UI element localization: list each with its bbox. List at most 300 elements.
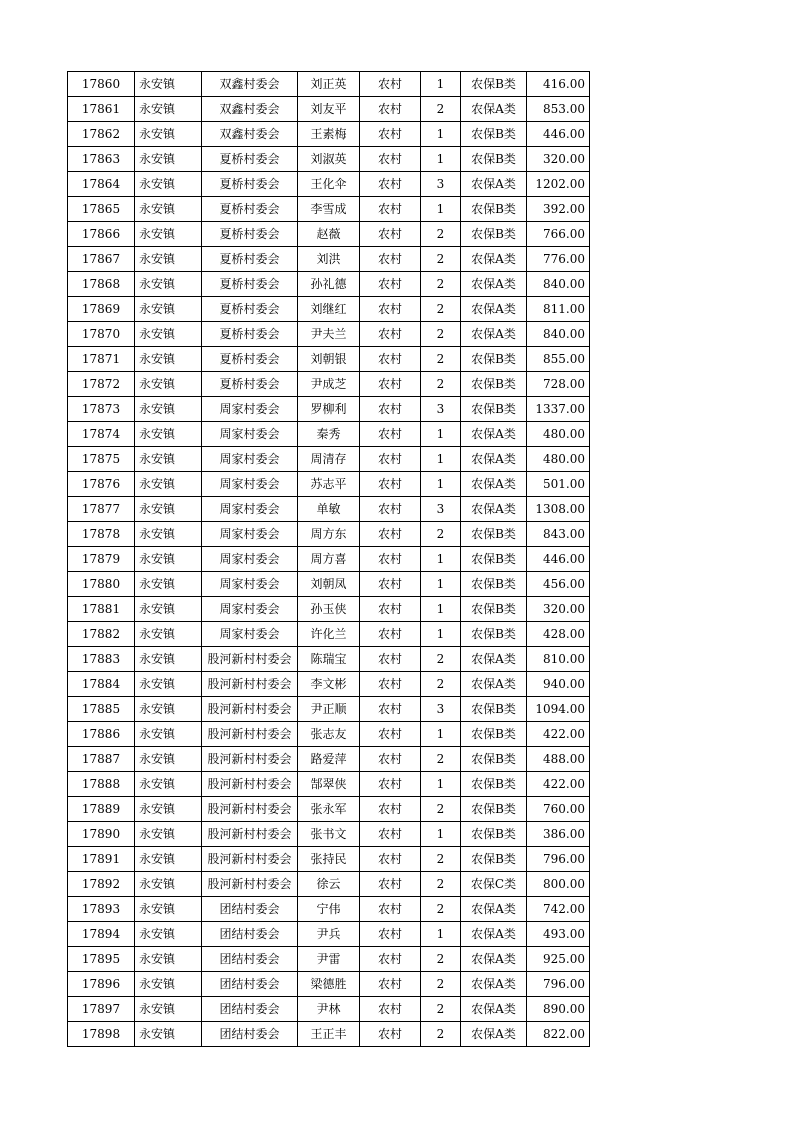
insurance-category-cell: 农保A类 <box>461 422 527 447</box>
amount-cell: 766.00 <box>527 222 590 247</box>
insurance-category-cell: 农保B类 <box>461 597 527 622</box>
table-row <box>68 772 590 797</box>
amount-cell: 840.00 <box>527 272 590 297</box>
village-committee-cell: 股河新村村委会 <box>202 697 298 722</box>
town-cell: 永安镇 <box>135 672 202 697</box>
household-type-cell: 农村 <box>360 722 421 747</box>
member-count-cell: 3 <box>421 697 461 722</box>
village-committee-cell: 夏桥村委会 <box>202 372 298 397</box>
record-id-cell: 17866 <box>68 222 135 247</box>
village-committee-cell: 夏桥村委会 <box>202 347 298 372</box>
town-cell: 永安镇 <box>135 172 202 197</box>
town-cell: 永安镇 <box>135 297 202 322</box>
record-id-cell: 17867 <box>68 247 135 272</box>
insurance-category-cell: 农保B类 <box>461 72 527 97</box>
member-count-cell: 2 <box>421 747 461 772</box>
town-cell: 永安镇 <box>135 647 202 672</box>
town-cell: 永安镇 <box>135 822 202 847</box>
household-type-cell: 农村 <box>360 897 421 922</box>
village-committee-cell: 夏桥村委会 <box>202 222 298 247</box>
member-count-cell: 2 <box>421 372 461 397</box>
record-id-cell: 17883 <box>68 647 135 672</box>
town-cell: 永安镇 <box>135 847 202 872</box>
member-count-cell: 2 <box>421 997 461 1022</box>
village-committee-cell: 团结村委会 <box>202 897 298 922</box>
insurance-category-cell: 农保B类 <box>461 397 527 422</box>
household-type-cell: 农村 <box>360 872 421 897</box>
table-row <box>68 347 590 372</box>
member-count-cell: 2 <box>421 97 461 122</box>
village-committee-cell: 股河新村村委会 <box>202 872 298 897</box>
table-row <box>68 922 590 947</box>
record-id-cell: 17862 <box>68 122 135 147</box>
town-cell: 永安镇 <box>135 872 202 897</box>
village-committee-cell: 股河新村村委会 <box>202 822 298 847</box>
member-count-cell: 2 <box>421 897 461 922</box>
village-committee-cell: 团结村委会 <box>202 972 298 997</box>
member-count-cell: 2 <box>421 247 461 272</box>
insurance-category-cell: 农保A类 <box>461 647 527 672</box>
insurance-category-cell: 农保A类 <box>461 297 527 322</box>
amount-cell: 446.00 <box>527 547 590 572</box>
amount-cell: 840.00 <box>527 322 590 347</box>
table-row <box>68 947 590 972</box>
household-type-cell: 农村 <box>360 347 421 372</box>
village-committee-cell: 周家村委会 <box>202 522 298 547</box>
record-id-cell: 17890 <box>68 822 135 847</box>
insurance-category-cell: 农保B类 <box>461 547 527 572</box>
town-cell: 永安镇 <box>135 997 202 1022</box>
table-row <box>68 122 590 147</box>
person-name-cell: 尹夫兰 <box>298 322 360 347</box>
member-count-cell: 1 <box>421 197 461 222</box>
member-count-cell: 3 <box>421 397 461 422</box>
table-row <box>68 847 590 872</box>
village-committee-cell: 股河新村村委会 <box>202 847 298 872</box>
member-count-cell: 2 <box>421 347 461 372</box>
amount-cell: 1308.00 <box>527 497 590 522</box>
village-committee-cell: 夏桥村委会 <box>202 172 298 197</box>
record-id-cell: 17880 <box>68 572 135 597</box>
household-type-cell: 农村 <box>360 747 421 772</box>
person-name-cell: 周方东 <box>298 522 360 547</box>
table-row <box>68 147 590 172</box>
town-cell: 永安镇 <box>135 447 202 472</box>
table-row <box>68 172 590 197</box>
member-count-cell: 1 <box>421 447 461 472</box>
household-type-cell: 农村 <box>360 622 421 647</box>
member-count-cell: 3 <box>421 172 461 197</box>
person-name-cell: 罗柳利 <box>298 397 360 422</box>
household-type-cell: 农村 <box>360 422 421 447</box>
amount-cell: 480.00 <box>527 447 590 472</box>
amount-cell: 800.00 <box>527 872 590 897</box>
insurance-category-cell: 农保A类 <box>461 172 527 197</box>
table-row <box>68 222 590 247</box>
amount-cell: 925.00 <box>527 947 590 972</box>
amount-cell: 1094.00 <box>527 697 590 722</box>
town-cell: 永安镇 <box>135 547 202 572</box>
record-id-cell: 17897 <box>68 997 135 1022</box>
village-committee-cell: 团结村委会 <box>202 997 298 1022</box>
insurance-category-cell: 农保B类 <box>461 372 527 397</box>
amount-cell: 501.00 <box>527 472 590 497</box>
household-type-cell: 农村 <box>360 522 421 547</box>
village-committee-cell: 团结村委会 <box>202 922 298 947</box>
amount-cell: 728.00 <box>527 372 590 397</box>
member-count-cell: 1 <box>421 772 461 797</box>
household-type-cell: 农村 <box>360 172 421 197</box>
town-cell: 永安镇 <box>135 697 202 722</box>
table-row <box>68 547 590 572</box>
amount-cell: 416.00 <box>527 72 590 97</box>
household-type-cell: 农村 <box>360 247 421 272</box>
household-type-cell: 农村 <box>360 572 421 597</box>
household-type-cell: 农村 <box>360 122 421 147</box>
town-cell: 永安镇 <box>135 397 202 422</box>
insurance-category-cell: 农保B类 <box>461 772 527 797</box>
household-type-cell: 农村 <box>360 647 421 672</box>
town-cell: 永安镇 <box>135 472 202 497</box>
person-name-cell: 尹雷 <box>298 947 360 972</box>
village-committee-cell: 周家村委会 <box>202 472 298 497</box>
village-committee-cell: 股河新村村委会 <box>202 772 298 797</box>
household-type-cell: 农村 <box>360 322 421 347</box>
record-id-cell: 17871 <box>68 347 135 372</box>
town-cell: 永安镇 <box>135 222 202 247</box>
table-row <box>68 472 590 497</box>
household-type-cell: 农村 <box>360 72 421 97</box>
amount-cell: 446.00 <box>527 122 590 147</box>
table-row <box>68 997 590 1022</box>
amount-cell: 428.00 <box>527 622 590 647</box>
record-id-cell: 17896 <box>68 972 135 997</box>
table-row <box>68 697 590 722</box>
table-row <box>68 672 590 697</box>
member-count-cell: 2 <box>421 1022 461 1047</box>
insurance-category-cell: 农保A类 <box>461 447 527 472</box>
record-id-cell: 17892 <box>68 872 135 897</box>
insurance-category-cell: 农保B类 <box>461 797 527 822</box>
insurance-category-cell: 农保B类 <box>461 122 527 147</box>
town-cell: 永安镇 <box>135 972 202 997</box>
insurance-category-cell: 农保B类 <box>461 147 527 172</box>
insurance-category-cell: 农保B类 <box>461 697 527 722</box>
household-type-cell: 农村 <box>360 947 421 972</box>
amount-cell: 488.00 <box>527 747 590 772</box>
person-name-cell: 王化伞 <box>298 172 360 197</box>
person-name-cell: 王素梅 <box>298 122 360 147</box>
village-committee-cell: 周家村委会 <box>202 597 298 622</box>
record-id-cell: 17868 <box>68 272 135 297</box>
town-cell: 永安镇 <box>135 197 202 222</box>
record-id-cell: 17875 <box>68 447 135 472</box>
records-table <box>67 71 590 1047</box>
person-name-cell: 李文彬 <box>298 672 360 697</box>
household-type-cell: 农村 <box>360 597 421 622</box>
village-committee-cell: 夏桥村委会 <box>202 197 298 222</box>
insurance-category-cell: 农保B类 <box>461 222 527 247</box>
amount-cell: 422.00 <box>527 772 590 797</box>
member-count-cell: 1 <box>421 422 461 447</box>
record-id-cell: 17873 <box>68 397 135 422</box>
amount-cell: 822.00 <box>527 1022 590 1047</box>
member-count-cell: 1 <box>421 147 461 172</box>
member-count-cell: 1 <box>421 597 461 622</box>
town-cell: 永安镇 <box>135 372 202 397</box>
amount-cell: 1337.00 <box>527 397 590 422</box>
person-name-cell: 徐云 <box>298 872 360 897</box>
member-count-cell: 1 <box>421 572 461 597</box>
member-count-cell: 2 <box>421 647 461 672</box>
household-type-cell: 农村 <box>360 797 421 822</box>
table-row <box>68 747 590 772</box>
record-id-cell: 17878 <box>68 522 135 547</box>
village-committee-cell: 夏桥村委会 <box>202 247 298 272</box>
record-id-cell: 17882 <box>68 622 135 647</box>
table-row <box>68 497 590 522</box>
person-name-cell: 刘正英 <box>298 72 360 97</box>
town-cell: 永安镇 <box>135 897 202 922</box>
amount-cell: 855.00 <box>527 347 590 372</box>
insurance-category-cell: 农保A类 <box>461 322 527 347</box>
village-committee-cell: 股河新村村委会 <box>202 647 298 672</box>
member-count-cell: 2 <box>421 847 461 872</box>
person-name-cell: 李雪成 <box>298 197 360 222</box>
amount-cell: 760.00 <box>527 797 590 822</box>
town-cell: 永安镇 <box>135 922 202 947</box>
town-cell: 永安镇 <box>135 722 202 747</box>
table-row <box>68 572 590 597</box>
table-row <box>68 272 590 297</box>
household-type-cell: 农村 <box>360 397 421 422</box>
amount-cell: 811.00 <box>527 297 590 322</box>
town-cell: 永安镇 <box>135 797 202 822</box>
insurance-category-cell: 农保B类 <box>461 622 527 647</box>
person-name-cell: 尹正顺 <box>298 697 360 722</box>
table-row <box>68 897 590 922</box>
person-name-cell: 张永军 <box>298 797 360 822</box>
insurance-category-cell: 农保B类 <box>461 197 527 222</box>
person-name-cell: 苏志平 <box>298 472 360 497</box>
records-table-body <box>68 72 590 1047</box>
village-committee-cell: 夏桥村委会 <box>202 272 298 297</box>
household-type-cell: 农村 <box>360 547 421 572</box>
amount-cell: 456.00 <box>527 572 590 597</box>
person-name-cell: 张志友 <box>298 722 360 747</box>
town-cell: 永安镇 <box>135 597 202 622</box>
record-id-cell: 17877 <box>68 497 135 522</box>
person-name-cell: 路爱萍 <box>298 747 360 772</box>
record-id-cell: 17870 <box>68 322 135 347</box>
household-type-cell: 农村 <box>360 772 421 797</box>
village-committee-cell: 股河新村村委会 <box>202 747 298 772</box>
table-row <box>68 322 590 347</box>
insurance-category-cell: 农保B类 <box>461 572 527 597</box>
town-cell: 永安镇 <box>135 322 202 347</box>
insurance-category-cell: 农保B类 <box>461 347 527 372</box>
insurance-category-cell: 农保B类 <box>461 822 527 847</box>
town-cell: 永安镇 <box>135 522 202 547</box>
table-row <box>68 397 590 422</box>
insurance-category-cell: 农保A类 <box>461 997 527 1022</box>
household-type-cell: 农村 <box>360 697 421 722</box>
town-cell: 永安镇 <box>135 122 202 147</box>
amount-cell: 742.00 <box>527 897 590 922</box>
record-id-cell: 17894 <box>68 922 135 947</box>
town-cell: 永安镇 <box>135 147 202 172</box>
table-row <box>68 522 590 547</box>
table-row <box>68 822 590 847</box>
person-name-cell: 单敏 <box>298 497 360 522</box>
person-name-cell: 尹成芝 <box>298 372 360 397</box>
table-row <box>68 297 590 322</box>
insurance-category-cell: 农保A类 <box>461 897 527 922</box>
amount-cell: 940.00 <box>527 672 590 697</box>
insurance-category-cell: 农保A类 <box>461 272 527 297</box>
household-type-cell: 农村 <box>360 447 421 472</box>
town-cell: 永安镇 <box>135 497 202 522</box>
town-cell: 永安镇 <box>135 97 202 122</box>
insurance-category-cell: 农保B类 <box>461 722 527 747</box>
amount-cell: 796.00 <box>527 972 590 997</box>
amount-cell: 1202.00 <box>527 172 590 197</box>
member-count-cell: 1 <box>421 622 461 647</box>
village-committee-cell: 周家村委会 <box>202 547 298 572</box>
table-row <box>68 972 590 997</box>
insurance-category-cell: 农保B类 <box>461 522 527 547</box>
record-id-cell: 17860 <box>68 72 135 97</box>
record-id-cell: 17886 <box>68 722 135 747</box>
village-committee-cell: 周家村委会 <box>202 497 298 522</box>
household-type-cell: 农村 <box>360 847 421 872</box>
amount-cell: 776.00 <box>527 247 590 272</box>
record-id-cell: 17895 <box>68 947 135 972</box>
member-count-cell: 1 <box>421 547 461 572</box>
insurance-category-cell: 农保B类 <box>461 747 527 772</box>
person-name-cell: 秦秀 <box>298 422 360 447</box>
household-type-cell: 农村 <box>360 972 421 997</box>
record-id-cell: 17893 <box>68 897 135 922</box>
village-committee-cell: 双鑫村委会 <box>202 122 298 147</box>
amount-cell: 890.00 <box>527 997 590 1022</box>
village-committee-cell: 团结村委会 <box>202 1022 298 1047</box>
record-id-cell: 17876 <box>68 472 135 497</box>
person-name-cell: 刘洪 <box>298 247 360 272</box>
person-name-cell: 王正丰 <box>298 1022 360 1047</box>
insurance-category-cell: 农保A类 <box>461 672 527 697</box>
record-id-cell: 17879 <box>68 547 135 572</box>
village-committee-cell: 夏桥村委会 <box>202 147 298 172</box>
member-count-cell: 2 <box>421 222 461 247</box>
household-type-cell: 农村 <box>360 922 421 947</box>
household-type-cell: 农村 <box>360 997 421 1022</box>
town-cell: 永安镇 <box>135 772 202 797</box>
table-row <box>68 197 590 222</box>
amount-cell: 320.00 <box>527 147 590 172</box>
person-name-cell: 孙礼德 <box>298 272 360 297</box>
amount-cell: 320.00 <box>527 597 590 622</box>
village-committee-cell: 周家村委会 <box>202 622 298 647</box>
member-count-cell: 2 <box>421 522 461 547</box>
town-cell: 永安镇 <box>135 347 202 372</box>
amount-cell: 853.00 <box>527 97 590 122</box>
member-count-cell: 2 <box>421 322 461 347</box>
table-row <box>68 1022 590 1047</box>
household-type-cell: 农村 <box>360 197 421 222</box>
person-name-cell: 周清存 <box>298 447 360 472</box>
table-row <box>68 422 590 447</box>
record-id-cell: 17885 <box>68 697 135 722</box>
amount-cell: 386.00 <box>527 822 590 847</box>
insurance-category-cell: 农保C类 <box>461 872 527 897</box>
record-id-cell: 17889 <box>68 797 135 822</box>
village-committee-cell: 周家村委会 <box>202 422 298 447</box>
person-name-cell: 许化兰 <box>298 622 360 647</box>
household-type-cell: 农村 <box>360 147 421 172</box>
person-name-cell: 尹兵 <box>298 922 360 947</box>
village-committee-cell: 股河新村村委会 <box>202 722 298 747</box>
member-count-cell: 2 <box>421 872 461 897</box>
record-id-cell: 17884 <box>68 672 135 697</box>
insurance-category-cell: 农保A类 <box>461 1022 527 1047</box>
person-name-cell: 宁伟 <box>298 897 360 922</box>
person-name-cell: 郜翠侠 <box>298 772 360 797</box>
person-name-cell: 张持民 <box>298 847 360 872</box>
town-cell: 永安镇 <box>135 422 202 447</box>
person-name-cell: 周方喜 <box>298 547 360 572</box>
person-name-cell: 孙玉侠 <box>298 597 360 622</box>
village-committee-cell: 团结村委会 <box>202 947 298 972</box>
member-count-cell: 2 <box>421 272 461 297</box>
table-row <box>68 97 590 122</box>
amount-cell: 796.00 <box>527 847 590 872</box>
village-committee-cell: 股河新村村委会 <box>202 672 298 697</box>
insurance-category-cell: 农保A类 <box>461 972 527 997</box>
town-cell: 永安镇 <box>135 572 202 597</box>
person-name-cell: 刘朝银 <box>298 347 360 372</box>
member-count-cell: 3 <box>421 497 461 522</box>
record-id-cell: 17898 <box>68 1022 135 1047</box>
household-type-cell: 农村 <box>360 672 421 697</box>
village-committee-cell: 周家村委会 <box>202 447 298 472</box>
person-name-cell: 尹林 <box>298 997 360 1022</box>
household-type-cell: 农村 <box>360 222 421 247</box>
person-name-cell: 刘友平 <box>298 97 360 122</box>
table-row <box>68 872 590 897</box>
person-name-cell: 陈瑞宝 <box>298 647 360 672</box>
town-cell: 永安镇 <box>135 622 202 647</box>
person-name-cell: 刘淑英 <box>298 147 360 172</box>
member-count-cell: 1 <box>421 822 461 847</box>
table-row <box>68 247 590 272</box>
table-row <box>68 622 590 647</box>
record-id-cell: 17861 <box>68 97 135 122</box>
table-row <box>68 647 590 672</box>
member-count-cell: 1 <box>421 722 461 747</box>
insurance-category-cell: 农保A类 <box>461 947 527 972</box>
member-count-cell: 2 <box>421 972 461 997</box>
household-type-cell: 农村 <box>360 272 421 297</box>
household-type-cell: 农村 <box>360 97 421 122</box>
village-committee-cell: 股河新村村委会 <box>202 797 298 822</box>
record-id-cell: 17881 <box>68 597 135 622</box>
table-row <box>68 797 590 822</box>
town-cell: 永安镇 <box>135 247 202 272</box>
record-id-cell: 17872 <box>68 372 135 397</box>
table-row <box>68 72 590 97</box>
town-cell: 永安镇 <box>135 72 202 97</box>
